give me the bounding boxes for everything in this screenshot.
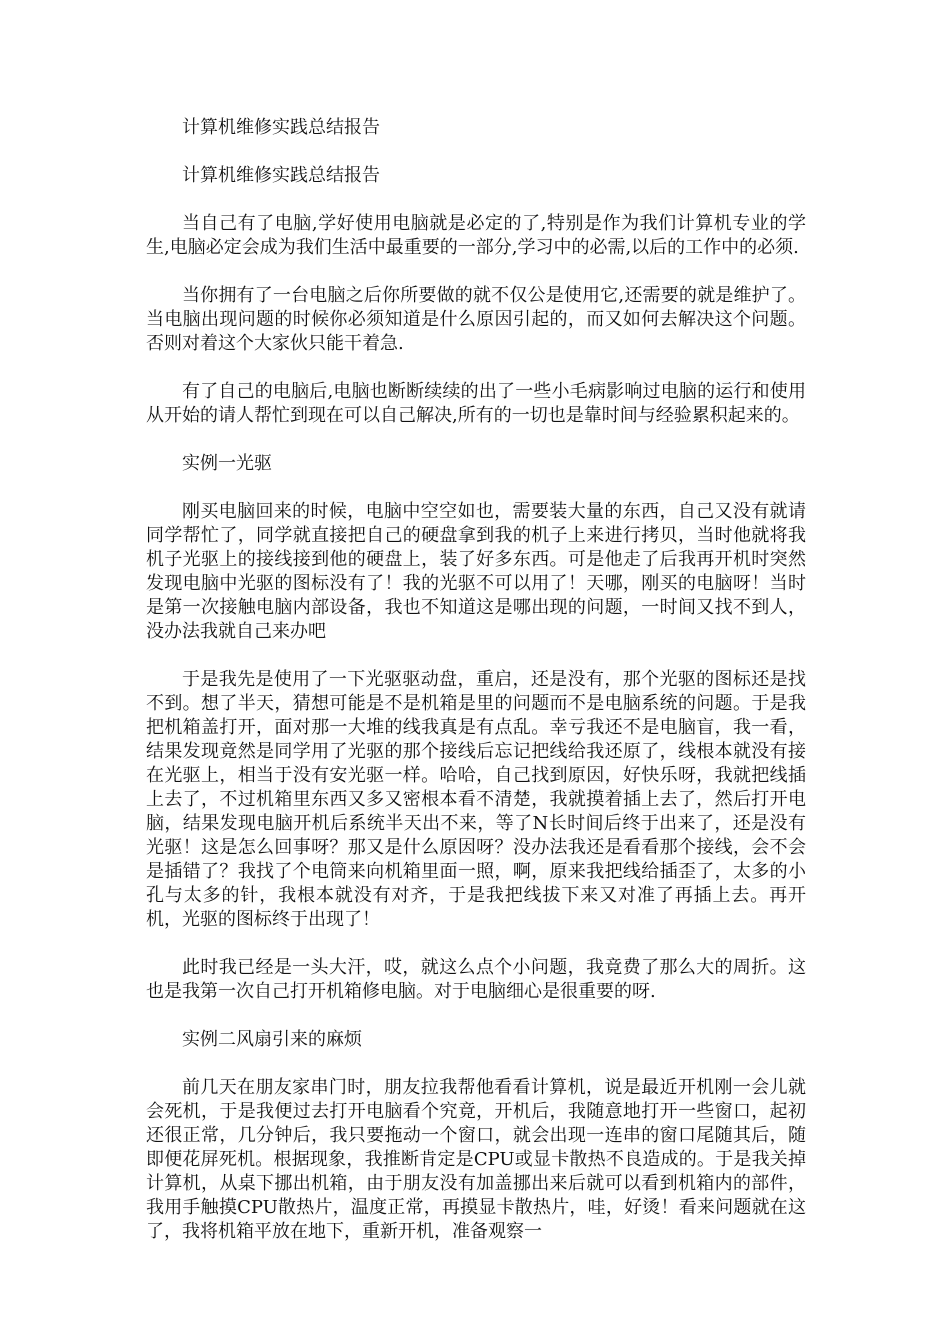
- header-title: 计算机维修实践总结报告: [182, 117, 380, 138]
- body-paragraph: 当你拥有了一台电脑之后你所要做的就不仅公是使用它,还需要的就是维护了。当电脑出现问题的时候你必须知道是什么原因引起的，而又如何去解决这个问题。否则对着这个大家伙只能干着急.: [146, 285, 806, 354]
- body-paragraph: 刚买电脑回来的时候，电脑中空空如也，需要装大量的东西，自己又没有就请同学帮忙了，同学就直接把自己的硬盘拿到我的机子上来进行拷贝，当时他就将我机子光驱上的接线接到他的硬盘上，装了好多东西。可是他走了后我再开机时突然发现电脑中光驱的图标没有了！我的光驱不可以用了！天哪，刚买的电脑呀！当时是第一次接触电脑内部设备，我也不知道这是哪出现的问题，一时间又找不到人，没办法我就自己来办吧: [146, 501, 806, 642]
- body-paragraph: 于是我先是使用了一下光驱驱动盘，重启，还是没有，那个光驱的图标还是找不到。想了半天，猜想可能是不是机箱是里的问题而不是电脑系统的问题。于是我把机箱盖打开，面对那一大堆的线我真是有点乱。幸亏我还不是电脑盲，我一看，结果发现竟然是同学用了光驱的那个接线后忘记把线给我还原了，线根本就没有接在光驱上，相当于没有安光驱一样。哈哈，自己找到原因，好快乐呀，我就把线插上去了，不过机箱里东西又多又密根本看不清楚，我就摸着插上去了，然后打开电脑，结果发现电脑开机后系统半天出不来，等了N长时间后终于出来了，还是没有光驱！这是怎么回事呀？那又是什么原因呀？没办法我还是看看那个接线，会不会是插错了？我找了个电筒来向机箱里面一照，啊，原来我把线给插歪了，太多的小孔与太多的针，我根本就没有对齐，于是我把线拔下来又对准了再插上去。再开机，光驱的图标终于出现了！: [146, 669, 806, 930]
- body-paragraph: 前几天在朋友家串门时，朋友拉我帮他看看计算机，说是最近开机刚一会儿就会死机，于是我便过去打开电脑看个究竟，开机后，我随意地打开一些窗口，起初还很正常，几分钟后，我只要拖动一个窗口，就会出现一连串的窗口尾随其后，随即便花屏死机。根据现象，我推断肯定是CPU或显卡散热不良造成的。于是我关掉计算机，从桌下挪出机箱，由于朋友没有加盖挪出来后就可以看到机箱内的部件，我用手触摸CPU散热片，温度正常，再摸显卡散热片，哇，好烫！看来问题就在这了，我将机箱平放在地下，重新开机，准备观察一: [146, 1077, 806, 1242]
- document-body: [146, 116, 806, 1268]
- section-heading: 实例一光驱: [182, 453, 272, 474]
- section-heading: 实例二风扇引来的麻烦: [182, 1029, 362, 1050]
- body-paragraph: 有了自己的电脑后,电脑也断断续续的出了一些小毛病影响过电脑的运行和使用从开始的请人帮忙到现在可以自己解决,所有的一切也是靠时间与经验累积起来的。: [146, 381, 806, 426]
- document-title: 计算机维修实践总结报告: [182, 165, 380, 186]
- body-paragraph: 此时我已经是一头大汗，哎，就这么点个小问题，我竟费了那么大的周折。这也是我第一次自己打开机箱修电脑。对于电脑细心是很重要的呀.: [146, 957, 806, 1002]
- body-paragraph: 当自己有了电脑,学好使用电脑就是必定的了,特别是作为我们计算机专业的学生,电脑必定会成为我们生活中最重要的一部分,学习中的必需,以后的工作中的必须.: [146, 213, 806, 258]
